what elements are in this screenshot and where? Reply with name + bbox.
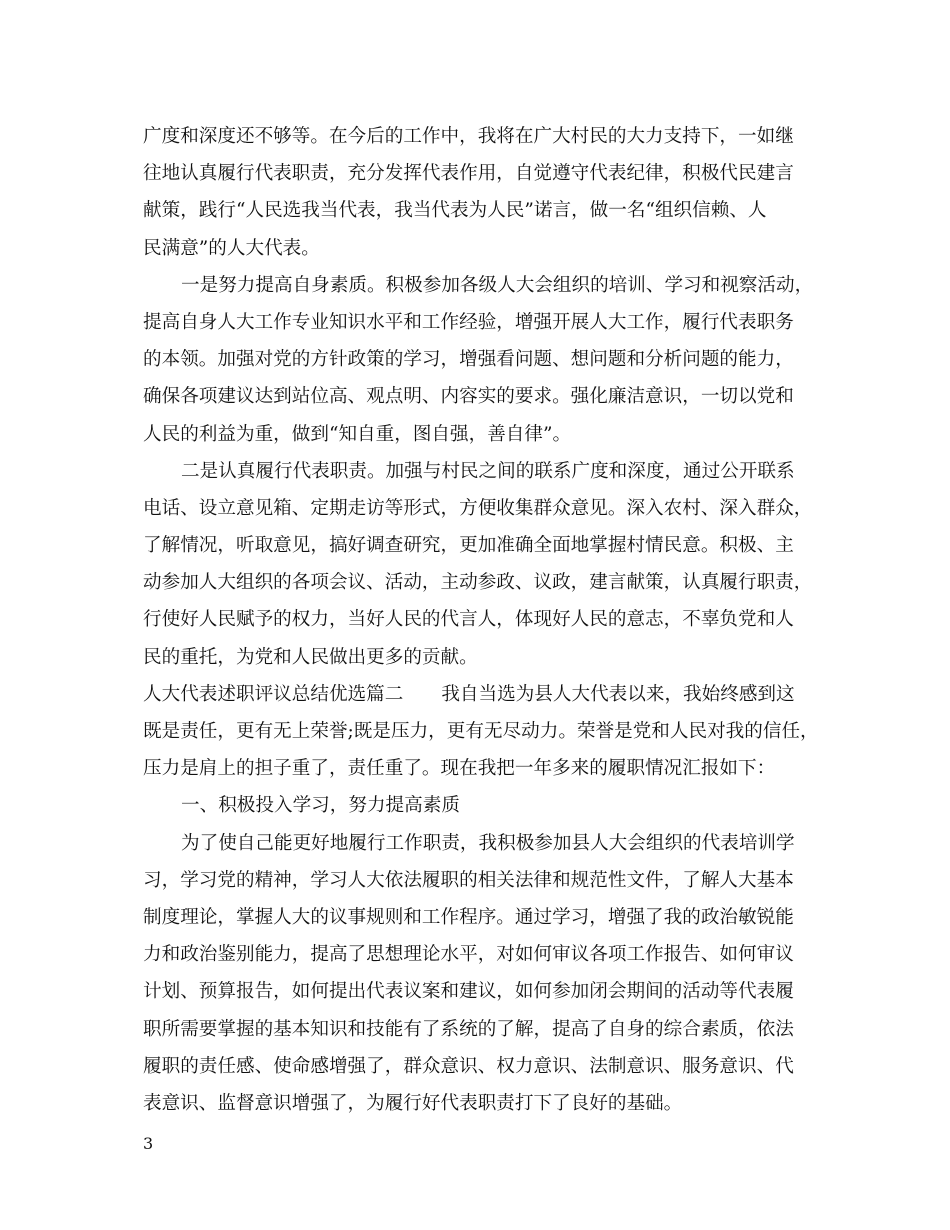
text-line: 人民的利益为重，做到“知自重，图自强，善自律”。 [143, 423, 572, 445]
text-line: 动参加人大组织的各项会议、活动，主动参政、议政，建言献策，认真履行职责， [143, 572, 813, 594]
text-line: 履职的责任感、使命感增强了，群众意识、权力意识、法制意识、服务意识、代 [143, 1055, 794, 1077]
subheading: 一、积极投入学习，努力提高素质 [181, 795, 460, 817]
text-line: 既是责任，更有无上荣誉;既是压力，更有无尽动力。荣誉是党和人民对我的信任， [143, 721, 819, 742]
page-number: 3 [143, 1134, 154, 1153]
text-line: 制度理论，掌握人大的议事规则和工作程序。通过学习，增强了我的政治敏锐能 [143, 906, 794, 928]
text-line: 往地认真履行代表职责，充分发挥代表作用，自觉遵守代表纪律，积极代民建言 [143, 163, 794, 185]
text-line: 民满意”的人大代表。 [143, 237, 320, 259]
text-line: 确保各项建议达到站位高、观点明、内容实的要求。强化廉洁意识，一切以党和 [143, 386, 794, 408]
section-intro-text: 我自当选为县人大代表以来，我始终感到这 [441, 683, 795, 705]
text-line: 行使好人民赋予的权力，当好人民的代言人，体现好人民的意志，不辜负党和人 [143, 609, 794, 631]
text-line: 二是认真履行代表职责。加强与村民之间的联系广度和深度，通过公开联系 [181, 460, 795, 482]
text-line: 表意识、监督意识增强了，为履行好代表职责打下了良好的基础。 [143, 1092, 683, 1114]
text-line: 提高自身人大工作专业知识水平和工作经验，增强开展人大工作，履行代表职务 [143, 311, 794, 333]
text-line: 习，学习党的精神，学习人大依法履职的相关法律和规范性文件，了解人大基本 [143, 869, 794, 891]
text-line: 的本领。加强对党的方针政策的学习，增强看问题、想问题和分析问题的能力， [143, 349, 794, 371]
text-line: 了解情况，听取意见，搞好调查研究，更加准确全面地掌握村情民意。积极、主 [143, 535, 794, 557]
text-line: 一是努力提高自身素质。积极参加各级人大会组织的培训、学习和视察活动， [181, 274, 814, 296]
text-line: 献策，践行“人民选我当代表，我当代表为人民”诺言，做一名“组织信赖、人 [143, 200, 767, 222]
text-line: 为了使自己能更好地履行工作职责，我积极参加县人大会组织的代表培训学 [181, 832, 795, 854]
text-line: 民的重托，为党和人民做出更多的贡献。 [143, 646, 478, 668]
text-line: 广度和深度还不够等。在今后的工作中，我将在广大村民的大力支持下，一如继 [143, 126, 794, 147]
section-heading: 人大代表述职评议总结优选篇二 [143, 683, 404, 705]
text-line: 压力是肩上的担子重了，责任重了。现在我把一年多来的履职情况汇报如下： [143, 758, 776, 780]
text-line [143, 676, 823, 713]
body-text [143, 118, 823, 1122]
text-line: 计划、预算报告，如何提出代表议案和建议，如何参加闭会期间的活动等代表履 [143, 981, 794, 1003]
text-line: 电话、设立意见箱、定期走访等形式，方便收集群众意见。深入农村、深入群众， [143, 497, 813, 519]
text-line: 力和政治鉴别能力，提高了思想理论水平，对如何审议各项工作报告、如何审议 [143, 944, 794, 966]
text-line: 职所需要掌握的基本知识和技能有了系统的了解，提高了自身的综合素质，依法 [143, 1018, 794, 1040]
